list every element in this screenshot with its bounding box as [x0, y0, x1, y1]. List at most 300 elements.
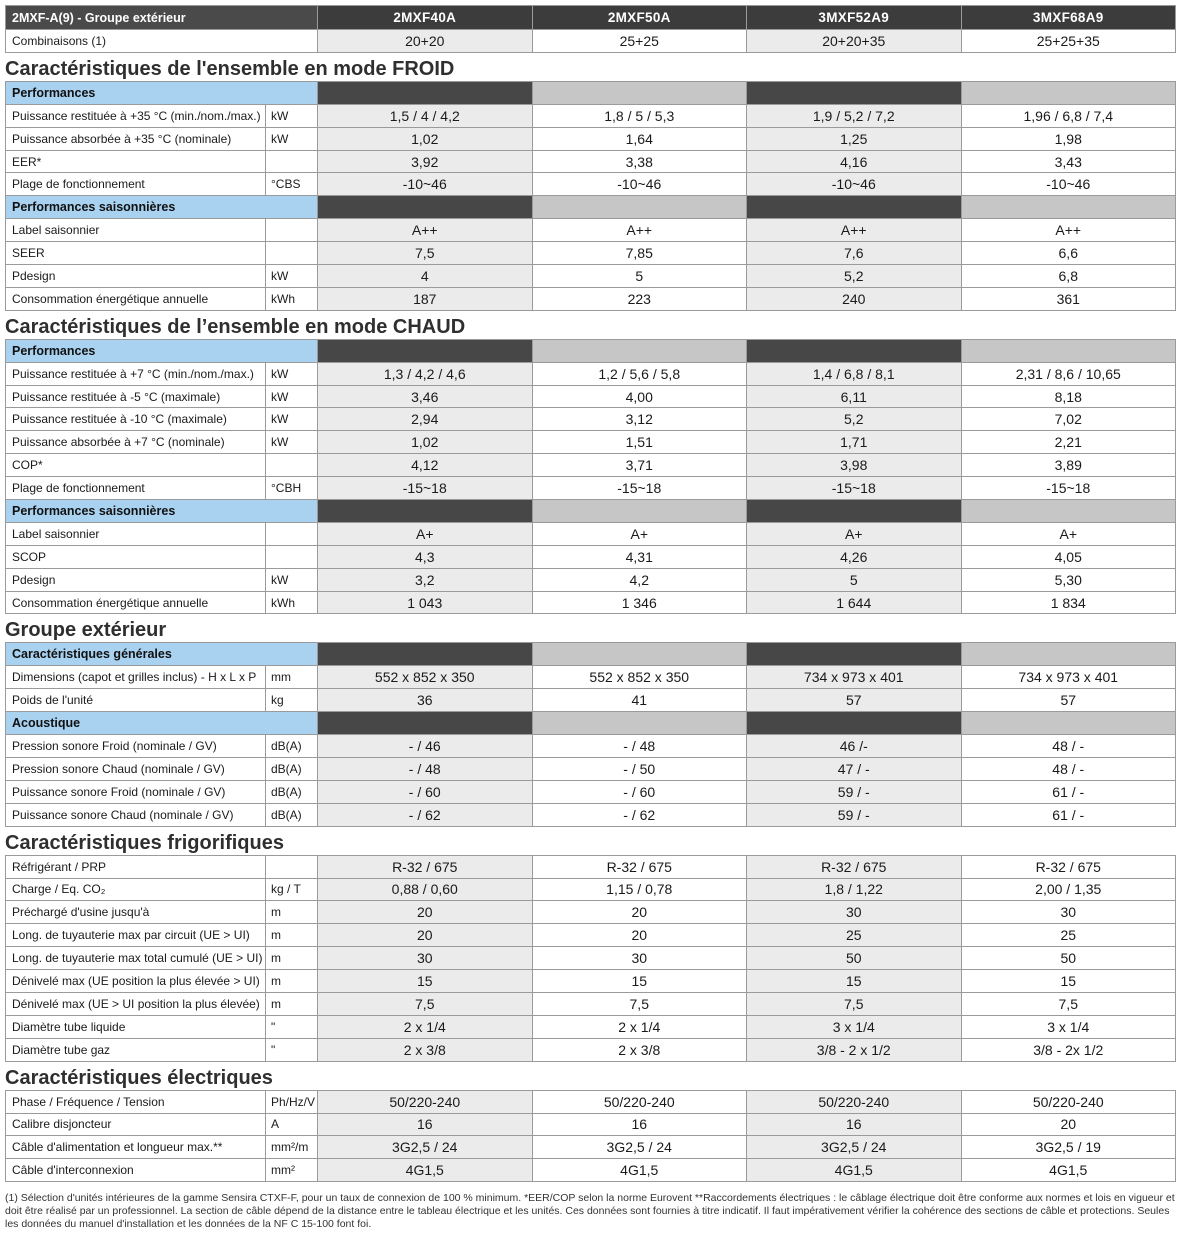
table-row — [6, 591, 1176, 614]
row-unit: dB(A) — [266, 803, 318, 826]
cell-value: 50 — [747, 947, 962, 970]
cell-value: 4,31 — [532, 545, 747, 568]
cell-value: 4,12 — [318, 454, 533, 477]
group-title: Caractéristiques générales — [6, 643, 318, 666]
cell-value: 1,25 — [747, 127, 962, 150]
group-header-band — [318, 196, 533, 219]
group-header-band — [961, 712, 1176, 735]
row-unit: A — [266, 1113, 318, 1136]
cell-value: - / 48 — [318, 757, 533, 780]
cell-value: 57 — [961, 689, 1176, 712]
cell-value: 4G1,5 — [318, 1159, 533, 1182]
group-header-band — [961, 643, 1176, 666]
cell-value: 50/220-240 — [532, 1090, 747, 1113]
cell-value: 5,2 — [747, 265, 962, 288]
cell-value: 48 / - — [961, 757, 1176, 780]
cell-value: 50/220-240 — [747, 1090, 962, 1113]
row-unit: m — [266, 992, 318, 1015]
table-row — [6, 287, 1176, 310]
group-title: Performances — [6, 81, 318, 104]
cell-value: 48 / - — [961, 735, 1176, 758]
group-header-band — [318, 339, 533, 362]
cell-value: 61 / - — [961, 803, 1176, 826]
cell-value: - / 62 — [532, 803, 747, 826]
table-row — [6, 477, 1176, 500]
row-label: Charge / Eq. CO₂ — [6, 878, 266, 901]
row-unit: mm²/m — [266, 1136, 318, 1159]
cell-value: 4,00 — [532, 385, 747, 408]
row-label: Puissance sonore Chaud (nominale / GV) — [6, 803, 266, 826]
cell-value: 3,46 — [318, 385, 533, 408]
cell-value: 20 — [318, 901, 533, 924]
cell-value: 6,6 — [961, 242, 1176, 265]
group-header-row — [6, 712, 1176, 735]
cell-value: 7,6 — [747, 242, 962, 265]
section-title: Caractéristiques de l'ensemble en mode FROID — [5, 57, 455, 80]
combination-value: 20+20 — [318, 30, 533, 53]
cell-value: 41 — [532, 689, 747, 712]
model-name: 3MXF52A9 — [747, 6, 962, 30]
cell-value: R-32 / 675 — [961, 855, 1176, 878]
model-name: 2MXF50A — [532, 6, 747, 30]
row-label: Label saisonnier — [6, 219, 266, 242]
combination-value: 25+25 — [532, 30, 747, 53]
row-unit: m — [266, 947, 318, 970]
table-row — [6, 855, 1176, 878]
group-header-band — [532, 712, 747, 735]
section-title: Groupe extérieur — [5, 619, 167, 642]
table-row — [6, 173, 1176, 196]
row-label: Câble d'interconnexion — [6, 1159, 266, 1182]
cell-value: 46 /- — [747, 735, 962, 758]
cell-value: 15 — [961, 970, 1176, 993]
cell-value: 1,71 — [747, 431, 962, 454]
row-unit — [266, 150, 318, 173]
cell-value: 6,11 — [747, 385, 962, 408]
cell-value: 3G2,5 / 24 — [747, 1136, 962, 1159]
table-row — [6, 735, 1176, 758]
sections-container — [5, 53, 1175, 1182]
cell-value: - / 60 — [318, 780, 533, 803]
cell-value: 1,64 — [532, 127, 747, 150]
row-unit — [266, 454, 318, 477]
cell-value: -15~18 — [961, 477, 1176, 500]
cell-value: -10~46 — [747, 173, 962, 196]
row-unit: kW — [266, 385, 318, 408]
row-unit: m — [266, 924, 318, 947]
cell-value: 7,5 — [532, 992, 747, 1015]
cell-value: - / 62 — [318, 803, 533, 826]
cell-value: 1,3 / 4,2 / 4,6 — [318, 362, 533, 385]
group-header-band — [747, 196, 962, 219]
group-header-row — [6, 339, 1176, 362]
model-name: 3MXF68A9 — [961, 6, 1176, 30]
cell-value: 5 — [532, 265, 747, 288]
row-unit — [266, 545, 318, 568]
row-unit: kg — [266, 689, 318, 712]
row-unit: mm² — [266, 1159, 318, 1182]
row-label: Puissance absorbée à +35 °C (nominale) — [6, 127, 266, 150]
section-title: Caractéristiques frigorifiques — [5, 831, 284, 854]
table-row — [6, 970, 1176, 993]
row-label: Poids de l'unité — [6, 689, 266, 712]
table-row — [6, 219, 1176, 242]
cell-value: 47 / - — [747, 757, 962, 780]
row-label: Puissance absorbée à +7 °C (nominale) — [6, 431, 266, 454]
row-label: Dénivelé max (UE position la plus élevée > UI) — [6, 970, 266, 993]
group-header-band — [318, 81, 533, 104]
cell-value: 36 — [318, 689, 533, 712]
group-header-band — [961, 196, 1176, 219]
cell-value: R-32 / 675 — [747, 855, 962, 878]
row-label: Diamètre tube liquide — [6, 1015, 266, 1038]
cell-value: 1,02 — [318, 127, 533, 150]
cell-value: 2 x 1/4 — [532, 1015, 747, 1038]
group-title: Performances saisonnières — [6, 196, 318, 219]
row-unit: dB(A) — [266, 780, 318, 803]
cell-value: 1,15 / 0,78 — [532, 878, 747, 901]
cell-value: 3,98 — [747, 454, 962, 477]
cell-value: 3/8 - 2x 1/2 — [961, 1038, 1176, 1061]
table-row — [6, 878, 1176, 901]
group-header-band — [318, 712, 533, 735]
cell-value: 1,9 / 5,2 / 7,2 — [747, 104, 962, 127]
table-row — [6, 522, 1176, 545]
table-row — [6, 454, 1176, 477]
cell-value: A++ — [318, 219, 533, 242]
cell-value: 3/8 - 2 x 1/2 — [747, 1038, 962, 1061]
cell-value: 5,30 — [961, 568, 1176, 591]
row-unit: " — [266, 1038, 318, 1061]
cell-value: R-32 / 675 — [532, 855, 747, 878]
row-unit — [266, 219, 318, 242]
row-label: SCOP — [6, 545, 266, 568]
cell-value: 1,96 / 6,8 / 7,4 — [961, 104, 1176, 127]
cell-value: A+ — [532, 522, 747, 545]
combinations-row — [6, 30, 1176, 53]
cell-value: 1 644 — [747, 591, 962, 614]
group-header-band — [532, 500, 747, 523]
cell-value: 2 x 3/8 — [532, 1038, 747, 1061]
cell-value: 4G1,5 — [532, 1159, 747, 1182]
cell-value: 4,05 — [961, 545, 1176, 568]
cell-value: 6,8 — [961, 265, 1176, 288]
row-label: Diamètre tube gaz — [6, 1038, 266, 1061]
cell-value: 30 — [747, 901, 962, 924]
cell-value: 7,5 — [747, 992, 962, 1015]
row-label: Plage de fonctionnement — [6, 173, 266, 196]
cell-value: 734 x 973 x 401 — [747, 666, 962, 689]
cell-value: 20 — [532, 901, 747, 924]
cell-value: 1,98 — [961, 127, 1176, 150]
row-unit: kW — [266, 265, 318, 288]
row-unit: m — [266, 970, 318, 993]
cell-value: - / 46 — [318, 735, 533, 758]
cell-value: 3,71 — [532, 454, 747, 477]
group-header-row — [6, 500, 1176, 523]
cell-value: 7,85 — [532, 242, 747, 265]
row-label: COP* — [6, 454, 266, 477]
cell-value: A++ — [747, 219, 962, 242]
cell-value: 3G2,5 / 24 — [532, 1136, 747, 1159]
cell-value: 3 x 1/4 — [747, 1015, 962, 1038]
row-label: Câble d'alimentation et longueur max.** — [6, 1136, 266, 1159]
row-label: Phase / Fréquence / Tension — [6, 1090, 266, 1113]
table-row — [6, 362, 1176, 385]
cell-value: 4,3 — [318, 545, 533, 568]
cell-value: 50/220-240 — [961, 1090, 1176, 1113]
cell-value: 15 — [318, 970, 533, 993]
row-label: Puissance restituée à -5 °C (maximale) — [6, 385, 266, 408]
cell-value: 3 x 1/4 — [961, 1015, 1176, 1038]
header-table — [5, 5, 1176, 53]
row-unit: kW — [266, 568, 318, 591]
cell-value: 1 043 — [318, 591, 533, 614]
table-row — [6, 803, 1176, 826]
cell-value: 1,4 / 6,8 / 8,1 — [747, 362, 962, 385]
row-unit: °CBH — [266, 477, 318, 500]
row-label: Puissance restituée à +35 °C (min./nom./max.) — [6, 104, 266, 127]
row-label: Puissance sonore Froid (nominale / GV) — [6, 780, 266, 803]
cell-value: -15~18 — [747, 477, 962, 500]
row-unit: dB(A) — [266, 735, 318, 758]
table-row — [6, 127, 1176, 150]
cell-value: -10~46 — [532, 173, 747, 196]
combination-value: 25+25+35 — [961, 30, 1176, 53]
table-row — [6, 385, 1176, 408]
cell-value: 3,2 — [318, 568, 533, 591]
row-label: Préchargé d'usine jusqu'à — [6, 901, 266, 924]
row-label: Réfrigérant / PRP — [6, 855, 266, 878]
table-row — [6, 431, 1176, 454]
table-row — [6, 757, 1176, 780]
group-header-row — [6, 196, 1176, 219]
row-unit: °CBS — [266, 173, 318, 196]
table-row — [6, 1136, 1176, 1159]
row-label: Pdesign — [6, 568, 266, 591]
cell-value: 1,02 — [318, 431, 533, 454]
row-unit: dB(A) — [266, 757, 318, 780]
cell-value: 240 — [747, 287, 962, 310]
cell-value: 187 — [318, 287, 533, 310]
cell-value: 223 — [532, 287, 747, 310]
group-title: Acoustique — [6, 712, 318, 735]
footnote: (1) Sélection d'unités intérieures de la gamme Sensira CTXF-F, pour un taux de connexion de 100 % minimum. *EER/COP selon la norme Eurovent **Raccordements électriques : le câblage électrique doit être conforme aux normes et lois en vigueur et doit être réalisé par un professionnel. La section de câble dépend de la distance entre le tableau électrique et les unités. Ces données sont fournies à titre indicatif. Il faut impérativement vérifier la cohérence des sections de câble et protections. Seules les données du manuel d'installation et les données de la NF C 15-100 font foi. — [5, 1192, 1175, 1231]
cell-value: 15 — [747, 970, 962, 993]
cell-value: - / 48 — [532, 735, 747, 758]
cell-value: -15~18 — [318, 477, 533, 500]
cell-value: 1,5 / 4 / 4,2 — [318, 104, 533, 127]
row-unit: kW — [266, 408, 318, 431]
row-unit: kW — [266, 431, 318, 454]
cell-value: 3,92 — [318, 150, 533, 173]
row-label: SEER — [6, 242, 266, 265]
cell-value: 4,16 — [747, 150, 962, 173]
cell-value: 0,88 / 0,60 — [318, 878, 533, 901]
cell-value: -15~18 — [532, 477, 747, 500]
row-unit: " — [266, 1015, 318, 1038]
cell-value: 7,02 — [961, 408, 1176, 431]
cell-value: 2,00 / 1,35 — [961, 878, 1176, 901]
table-row — [6, 1038, 1176, 1061]
row-unit — [266, 855, 318, 878]
section-title: Caractéristiques électriques — [5, 1066, 273, 1089]
row-label: Puissance restituée à -10 °C (maximale) — [6, 408, 266, 431]
cell-value: 20 — [961, 1113, 1176, 1136]
table-row — [6, 265, 1176, 288]
table-row — [6, 1015, 1176, 1038]
cell-value: -10~46 — [961, 173, 1176, 196]
cell-value: 3,12 — [532, 408, 747, 431]
section-title: Caractéristiques de l’ensemble en mode CHAUD — [5, 315, 466, 338]
row-unit: Ph/Hz/V — [266, 1090, 318, 1113]
cell-value: 2 x 3/8 — [318, 1038, 533, 1061]
row-label: Long. de tuyauterie max par circuit (UE > UI) — [6, 924, 266, 947]
group-header-band — [532, 339, 747, 362]
row-label: Pression sonore Chaud (nominale / GV) — [6, 757, 266, 780]
table-row — [6, 1113, 1176, 1136]
cell-value: 20 — [532, 924, 747, 947]
cell-value: 7,5 — [318, 242, 533, 265]
cell-value: A+ — [961, 522, 1176, 545]
table-row — [6, 780, 1176, 803]
cell-value: 30 — [532, 947, 747, 970]
cell-value: 5,2 — [747, 408, 962, 431]
row-label: Pression sonore Froid (nominale / GV) — [6, 735, 266, 758]
row-unit — [266, 522, 318, 545]
group-header-band — [961, 339, 1176, 362]
group-header-band — [961, 500, 1176, 523]
group-header-band — [747, 712, 962, 735]
cell-value: 50/220-240 — [318, 1090, 533, 1113]
section-table — [5, 81, 1176, 311]
cell-value: 552 x 852 x 350 — [532, 666, 747, 689]
cell-value: 4G1,5 — [747, 1159, 962, 1182]
section-table — [5, 1090, 1176, 1183]
row-unit: kWh — [266, 591, 318, 614]
table-row — [6, 666, 1176, 689]
section-table — [5, 855, 1176, 1062]
table-row — [6, 924, 1176, 947]
table-row — [6, 992, 1176, 1015]
group-header-band — [532, 196, 747, 219]
cell-value: 1,8 / 5 / 5,3 — [532, 104, 747, 127]
row-label: Long. de tuyauterie max total cumulé (UE > UI) — [6, 947, 266, 970]
group-header-band — [747, 81, 962, 104]
cell-value: 3,38 — [532, 150, 747, 173]
row-label: Consommation énergétique annuelle — [6, 287, 266, 310]
cell-value: 57 — [747, 689, 962, 712]
row-unit: kW — [266, 362, 318, 385]
row-label: Dimensions (capot et grilles inclus) - H x L x P — [6, 666, 266, 689]
cell-value: 361 — [961, 287, 1176, 310]
cell-value: 5 — [747, 568, 962, 591]
cell-value: 4,2 — [532, 568, 747, 591]
cell-value: 1 834 — [961, 591, 1176, 614]
cell-value: R-32 / 675 — [318, 855, 533, 878]
cell-value: 20 — [318, 924, 533, 947]
cell-value: 1,8 / 1,22 — [747, 878, 962, 901]
cell-value: 7,5 — [961, 992, 1176, 1015]
cell-value: 2,21 — [961, 431, 1176, 454]
table-row — [6, 689, 1176, 712]
cell-value: 7,5 — [318, 992, 533, 1015]
cell-value: 16 — [747, 1113, 962, 1136]
row-unit: kW — [266, 127, 318, 150]
cell-value: 3G2,5 / 19 — [961, 1136, 1176, 1159]
table-row — [6, 408, 1176, 431]
cell-value: 59 / - — [747, 780, 962, 803]
group-header-band — [747, 643, 962, 666]
row-label: Combinaisons (1) — [6, 30, 318, 53]
cell-value: 15 — [532, 970, 747, 993]
table-row — [6, 545, 1176, 568]
cell-value: -10~46 — [318, 173, 533, 196]
row-label: Plage de fonctionnement — [6, 477, 266, 500]
cell-value: 3G2,5 / 24 — [318, 1136, 533, 1159]
group-header-band — [318, 643, 533, 666]
group-header-band — [747, 339, 962, 362]
spec-sheet — [5, 5, 1175, 1231]
row-label: Label saisonnier — [6, 522, 266, 545]
row-label: Dénivelé max (UE > UI position la plus élevée) — [6, 992, 266, 1015]
group-header-band — [961, 81, 1176, 104]
cell-value: 2 x 1/4 — [318, 1015, 533, 1038]
group-header-row — [6, 643, 1176, 666]
table-title: 2MXF-A(9) - Groupe extérieur — [6, 6, 318, 30]
row-unit: kW — [266, 104, 318, 127]
cell-value: 1 346 — [532, 591, 747, 614]
section-table — [5, 642, 1176, 826]
combination-value: 20+20+35 — [747, 30, 962, 53]
table-row — [6, 150, 1176, 173]
table-row — [6, 242, 1176, 265]
cell-value: - / 50 — [532, 757, 747, 780]
group-header-row — [6, 81, 1176, 104]
cell-value: 50 — [961, 947, 1176, 970]
group-header-band — [532, 643, 747, 666]
model-header-row — [6, 6, 1176, 30]
cell-value: 16 — [532, 1113, 747, 1136]
row-label: EER* — [6, 150, 266, 173]
cell-value: - / 60 — [532, 780, 747, 803]
group-header-band — [532, 81, 747, 104]
row-unit: m — [266, 901, 318, 924]
cell-value: 4 — [318, 265, 533, 288]
row-unit — [266, 242, 318, 265]
cell-value: A+ — [318, 522, 533, 545]
row-label: Puissance restituée à +7 °C (min./nom./max.) — [6, 362, 266, 385]
table-row — [6, 1159, 1176, 1182]
model-name: 2MXF40A — [318, 6, 533, 30]
group-header-band — [747, 500, 962, 523]
cell-value: 2,94 — [318, 408, 533, 431]
cell-value: 734 x 973 x 401 — [961, 666, 1176, 689]
table-row — [6, 947, 1176, 970]
row-label: Calibre disjoncteur — [6, 1113, 266, 1136]
table-row — [6, 1090, 1176, 1113]
table-row — [6, 901, 1176, 924]
cell-value: A++ — [532, 219, 747, 242]
cell-value: 59 / - — [747, 803, 962, 826]
cell-value: 3,43 — [961, 150, 1176, 173]
row-unit: mm — [266, 666, 318, 689]
row-unit: kWh — [266, 287, 318, 310]
row-label: Consommation énergétique annuelle — [6, 591, 266, 614]
group-title: Performances saisonnières — [6, 500, 318, 523]
cell-value: 30 — [318, 947, 533, 970]
cell-value: 8,18 — [961, 385, 1176, 408]
